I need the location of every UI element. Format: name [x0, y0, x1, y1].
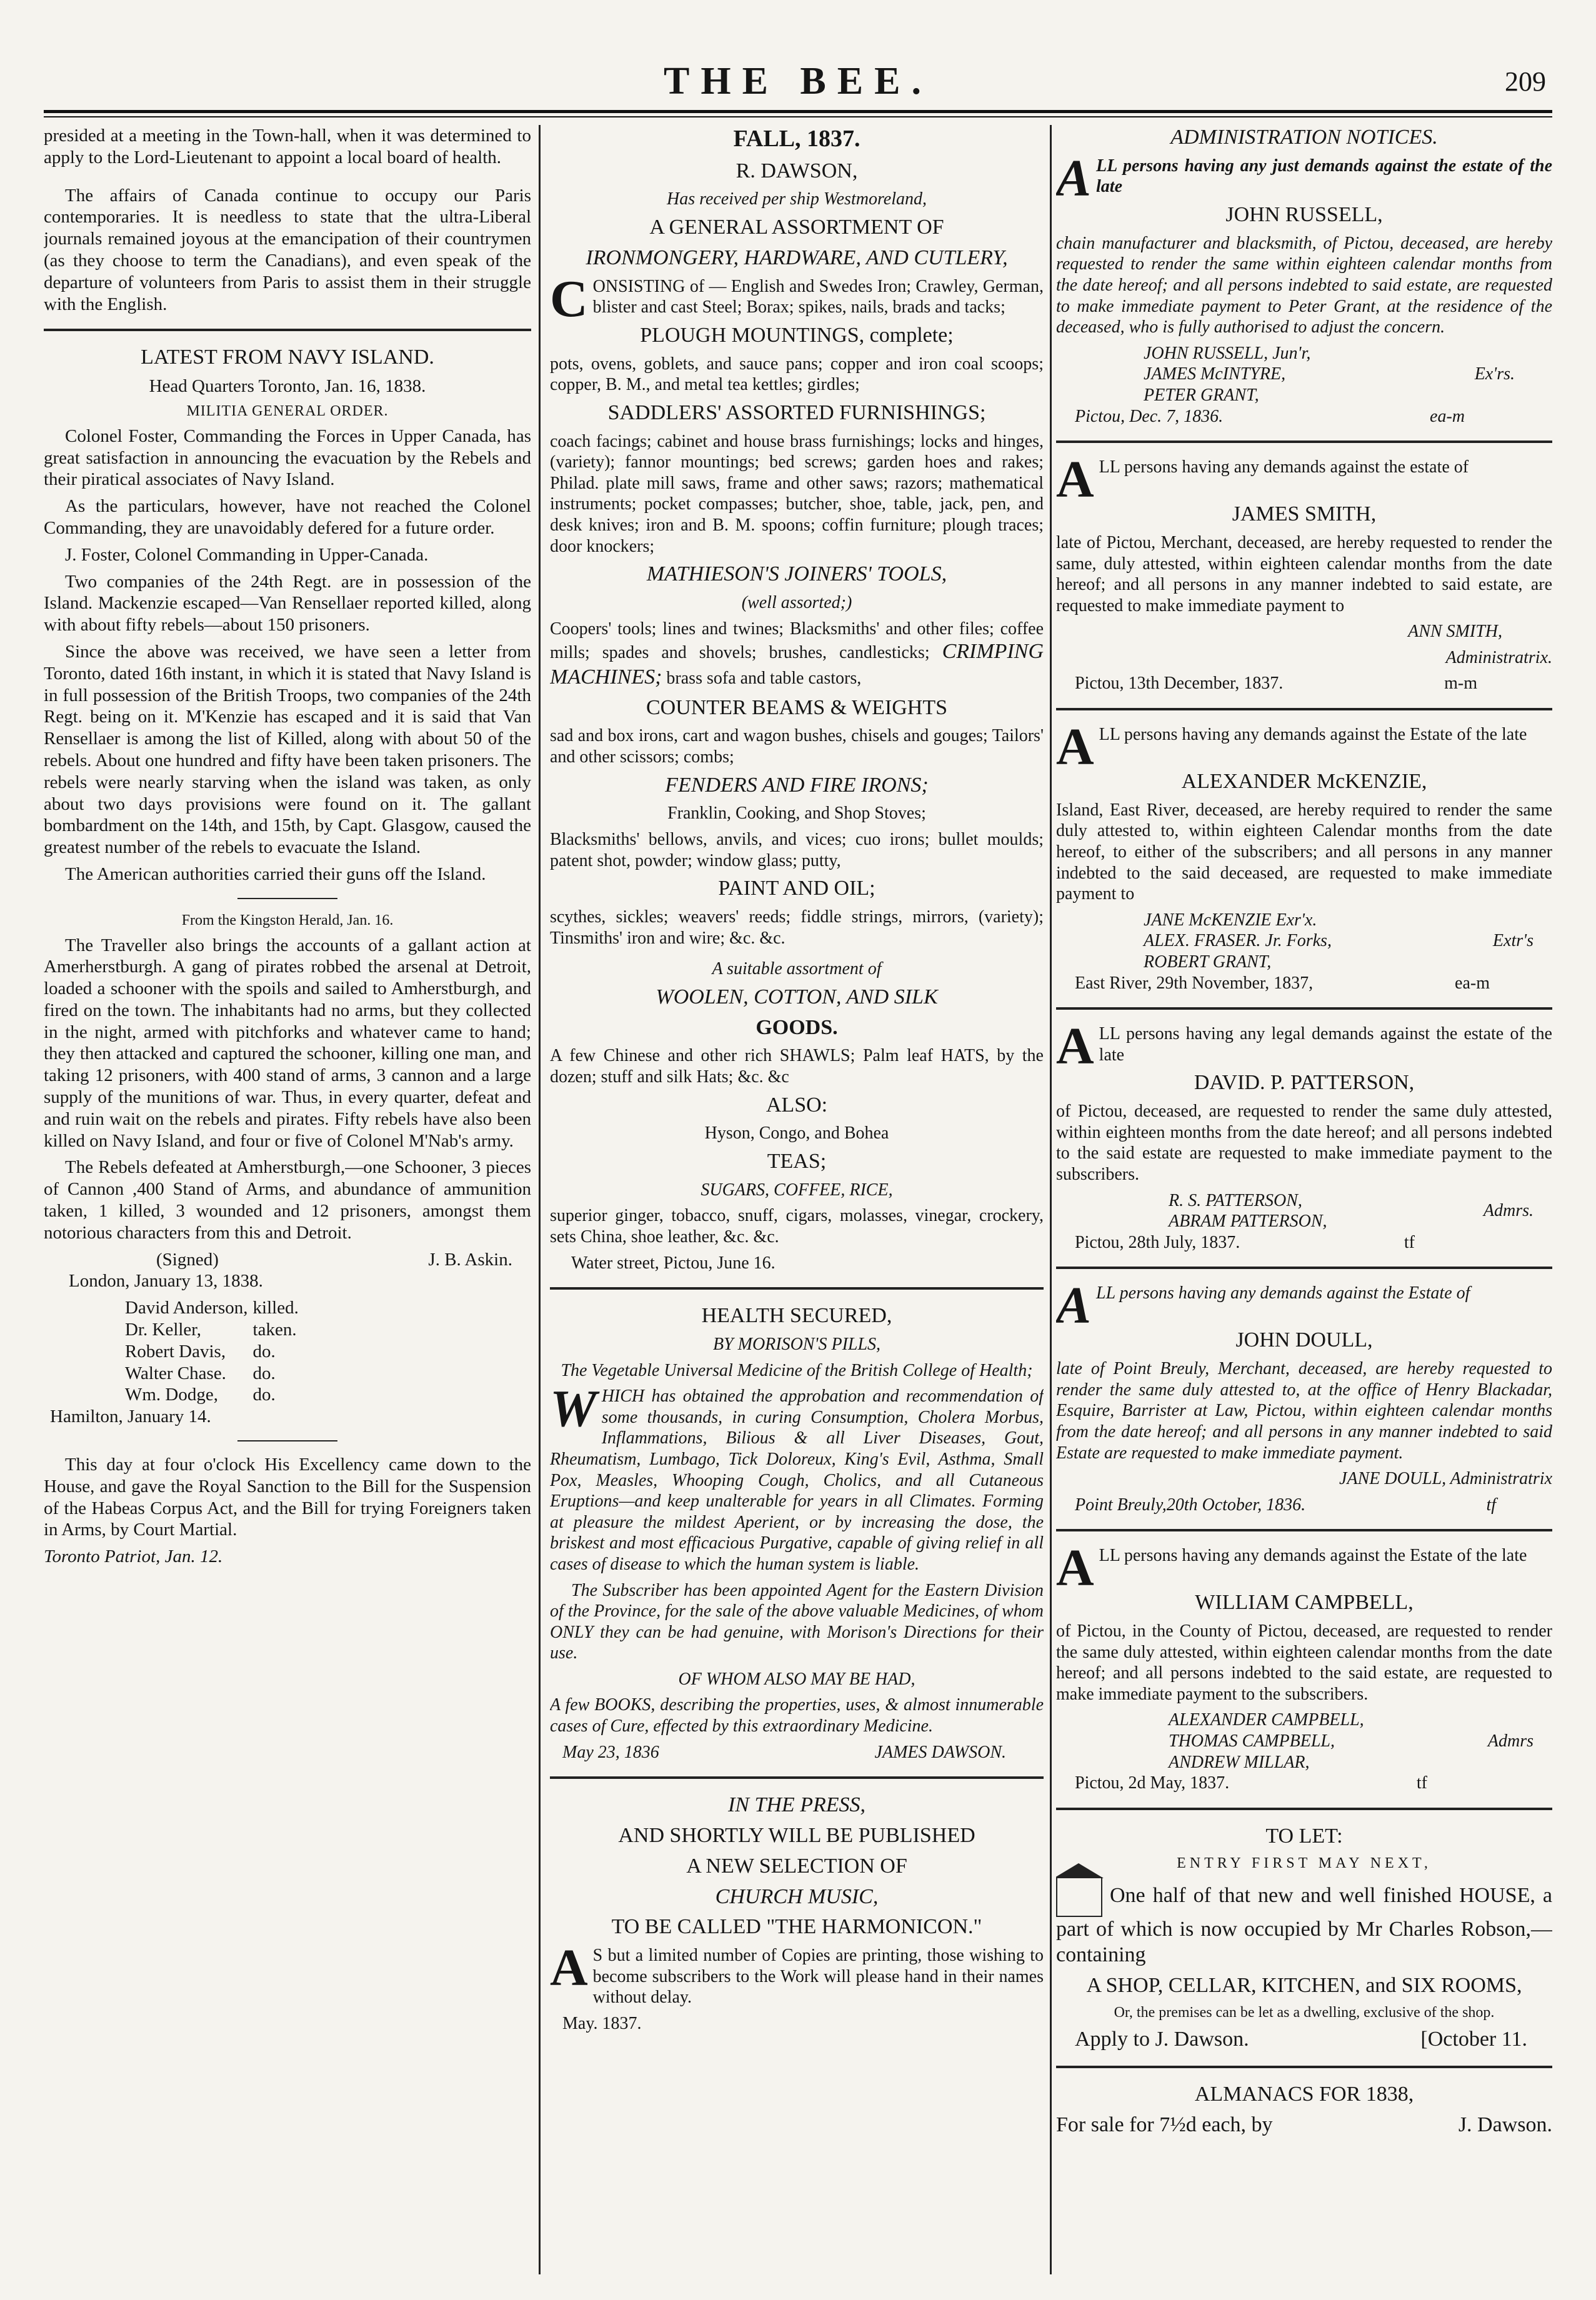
section-divider: [550, 1287, 1044, 1290]
administrator-name: ABRAM PATTERSON,: [1169, 1212, 1327, 1232]
drop-cap: C: [550, 269, 588, 328]
canada-paragraph: The affairs of Canada continue to occupy our Paris contemporaries. It is needless to state that the ultra-Liberal journals remained joyous at the emancipation of their countrymen (as they choose to term the Canadians), and even speak of the departure of volunteers from Paris to assist them in their struggle with the English.: [44, 185, 531, 314]
woolen-heading: WOOLEN, COTTON, AND SILK: [656, 985, 938, 1008]
item-list: sad and box irons, cart and wagon bushes, chisels and gouges; Tailors' and other scissors; combs;: [550, 726, 1044, 767]
notice-code: tf: [1486, 1495, 1496, 1515]
notice-mckenzie: ALL persons having any demands against the Estate of the late ALEXANDER McKENZIE, Island, East River, deceased, are hereby required to render the same duly attested to, within eighteen Calendar months from the date hereof, to either of the subscribers; and all persons in any manner indebted to the said deceased, are requested to make immediate payment to JANE McKENZIE Exr'x. ALEX. FRASER. Jr. Forks, ROBERT GRANT, Extr's East River, 29th November, 1837, ea-m: [1056, 718, 1552, 993]
press-paragraph: A S but a limited number of Copies are printing, those wishing to become subscribers to the Work will please hand in their names without delay.: [550, 1939, 1044, 2008]
executor-role: Extr's: [1492, 931, 1534, 951]
executor-role: Ex'rs.: [1474, 364, 1515, 384]
house-description: One half of that new and well finished HOUSE, a part of which is now occupied by Mr Charles Robson,—containing: [1056, 1877, 1552, 1968]
article-paragraph: Two companies of the 24th Regt. are in possession of the Island. Mackenzie escaped—Van Rensellaer reported killed, along with about fifty rebels—about 150 prisoners.: [44, 571, 531, 635]
merchant-name: R. DAWSON,: [736, 159, 858, 182]
list-item: [125, 1363, 304, 1385]
notice-date: Pictou, 13th December, 1837.: [1075, 674, 1284, 694]
press-date: May. 1837.: [562, 2014, 642, 2034]
casualty-name: Robert Davis,: [125, 1341, 226, 1362]
column-divider-2: [1050, 125, 1052, 2274]
article-paragraph: The American authorities carried their guns off the Island.: [65, 864, 486, 884]
executor-name: PETER GRANT,: [1144, 385, 1259, 405]
article-source: Toronto Patriot, Jan. 12.: [44, 1546, 223, 1567]
ad-signer: JAMES DAWSON.: [874, 1742, 1006, 1762]
notice-russell: ALL persons having any just demands against the estate of the late JOHN RUSSELL, chain manufacturer and blacksmith, of Pictou, deceased, are hereby requested to render the same within eighteen calendar months from the date hereof; and all persons indebted to said estate, are requested to make immediate payment to Peter Grant, at the residence of the deceased, who is fully authorised to adjust the concern. JOHN RUSSELL, Jun'r, JAMES McINTYRE, PETER GRANT, Ex'rs. Pictou, Dec. 7, 1836. ea-m: [1056, 149, 1552, 426]
almanacs-price: For sale for 7½d each, by: [1056, 2113, 1273, 2137]
masthead-title: THE BEE.: [664, 60, 932, 102]
london-date: London, January 13, 1838.: [69, 1271, 263, 1292]
counter-heading: COUNTER BEAMS & WEIGHTS: [646, 695, 947, 719]
almanacs-line: [1056, 2113, 1552, 2138]
dateline: Head Quarters Toronto, Jan. 16, 1838.: [149, 376, 426, 397]
administratrix-name: ANN SMITH,: [1408, 622, 1502, 642]
administrator-name: THOMAS CAMPBELL,: [1169, 1731, 1335, 1751]
casualty-status: do.: [252, 1341, 276, 1362]
notices-headline: ADMINISTRATION NOTICES.: [1170, 126, 1438, 149]
deceased-name: ALEXANDER McKENZIE,: [1181, 770, 1427, 794]
stoves-line: Franklin, Cooking, and Shop Stoves;: [667, 804, 926, 824]
premises-line: Or, the premises can be let as a dwelling, exclusive of the shop.: [1114, 2004, 1495, 2021]
administrator-name: R. S. PATTERSON,: [1169, 1190, 1302, 1210]
article-continued: presided at a meeting in the Town-hall, when it was determined to apply to the Lord-Lieutenant to appoint a local board of health.: [44, 126, 531, 167]
tea-types: Hyson, Congo, and Bohea: [704, 1123, 889, 1143]
notice-code: tf: [1404, 1232, 1415, 1252]
masthead-rule-thin: [44, 116, 1552, 117]
executor-name: JAMES McINTYRE,: [1144, 364, 1286, 384]
ironmongery-heading: IRONMONGERY, HARDWARE, AND CUTLERY,: [586, 246, 1008, 269]
ad-address: Water street, Pictou, June 16.: [571, 1253, 776, 1273]
ad-signature: [550, 1742, 1044, 1763]
which-paragraph: WHICH has obtained the approbation and recommendation of some thousands, in curing Consumption, Cholera Morbus, Inflammations, Bilious & all Liver Diseases, Gout, Rheumatism, Lumbago, Tick Doloreux, King's Evil, Asthma, Small Pox, Measles, Whooping Cough, Cholics, and all Cutaneous Eruptions—and keep unalterable for years in all Climates. Forming at pleasure the mildest Aperient, or by increasing the dose, the briskest and most efficacious Purgative, capable of giving relief in all cases of disease to which the human system is liable.: [550, 1380, 1044, 1574]
article-paragraph: Since the above was received, we have seen a letter from Toronto, dated 16th instant, in which it is stated that Navy Island is in full possession of the British Troops, two companies of the 24th Regt. being on it. M'Kenzie has escaped and it is said that Van Rensellaer is among the list of Killed, along with about 50 of the rebels. About one hundred and fifty have been taken prisoners. The rebels were nearly starving when the island was taken, as only about two days provisions were found on it. The gallant bombardment on the 14th, and 15th, by Capt. Glasgow, caused the greatest number of the rebels to evacuate the Island.: [44, 641, 531, 858]
masthead: [44, 53, 1552, 109]
section-divider: [1056, 441, 1552, 443]
drop-cap: A: [1056, 1539, 1094, 1598]
column-divider-1: [539, 125, 541, 2274]
selection-line: A NEW SELECTION OF: [686, 1854, 907, 1878]
executor-name: JOHN RUSSELL, Jun'r,: [1144, 343, 1311, 363]
rooms-line: A SHOP, CELLAR, KITCHEN, and SIX ROOMS,: [1086, 1974, 1522, 1998]
article-paragraph: As the particulars, however, have not reached the Colonel Commanding, they are unavoidably defered for a future order.: [44, 496, 531, 538]
paint-heading: PAINT AND OIL;: [718, 877, 875, 900]
item-list: superior ginger, tobacco, snuff, cigars, molasses, vinegar, crockery, sets China, shoe leather, &c. &c.: [550, 1206, 1044, 1247]
house-icon: [1056, 1877, 1102, 1917]
list-item: [125, 1297, 304, 1319]
saddlers-heading: SADDLERS' ASSORTED FURNISHINGS;: [607, 401, 986, 424]
short-divider: [237, 898, 337, 899]
order-heading: MILITIA GENERAL ORDER.: [186, 402, 389, 419]
executor-name: JANE McKENZIE Exr'x.: [1144, 910, 1317, 930]
to-let-heading: TO LET:: [1265, 1824, 1343, 1848]
pills-line: BY MORISON'S PILLS,: [712, 1334, 881, 1354]
to-let-ad: [1056, 1824, 1552, 2053]
casualty-list: [125, 1297, 304, 1406]
executor-name: ALEX. FRASER. Jr. Forks,: [1144, 931, 1332, 951]
sugars-heading: SUGARS, COFFEE, RICE,: [701, 1180, 893, 1200]
notice-date: East River, 29th November, 1837,: [1075, 973, 1314, 993]
section-divider: [1056, 1808, 1552, 1810]
navy-island-headline: LATEST FROM NAVY ISLAND.: [141, 346, 434, 369]
list-item: [125, 1319, 304, 1341]
entry-line: ENTRY FIRST MAY NEXT,: [1177, 1854, 1432, 1871]
administrator-name: ALEXANDER CAMPBELL,: [1169, 1710, 1364, 1730]
casualty-status: killed.: [252, 1298, 299, 1318]
fall-headline: FALL, 1837.: [733, 126, 860, 152]
drop-cap: A: [1056, 1277, 1092, 1335]
casualty-name: David Anderson,: [125, 1298, 248, 1318]
teas-heading: TEAS;: [767, 1150, 827, 1173]
page-number: 209: [1505, 66, 1546, 97]
apply-line: Apply to J. Dawson.: [1075, 2027, 1249, 2051]
crimping-heading: CRIMPING MACHINES;: [550, 640, 1044, 689]
signature-line: [44, 1249, 531, 1271]
notice-smith: ALL persons having any demands against the estate of JAMES SMITH, late of Pictou, Merchant, deceased, are hereby requested to render the same, duly attested, within eighteen calendar months from the date hereof; and all persons in any manner indebted to said estate, are requested to make immediate payment to ANN SMITH, Administratrix. Pictou, 13th December, 1837. m-m: [1056, 451, 1552, 694]
section-divider: [1056, 2066, 1552, 2068]
suitable-line: A suitable assortment of: [712, 959, 882, 979]
administratrix-role: Administratrix.: [1445, 647, 1552, 667]
deceased-name: WILLIAM CAMPBELL,: [1195, 1591, 1414, 1615]
column-3: [1056, 125, 1552, 2274]
casualty-name: Wm. Dodge,: [125, 1385, 218, 1405]
medicine-line: The Vegetable Universal Medicine of the British College of Health;: [561, 1360, 1033, 1380]
casualty-status: taken.: [252, 1320, 297, 1340]
deceased-name: JOHN RUSSELL,: [1225, 202, 1383, 226]
notice-body: of Pictou, in the County of Pictou, deceased, are requested to render the same duly attested, within eighteen calendar months from the date hereof; and all persons indebted to the said estate, are requested to make immediate payment to the subscribers.: [1056, 1621, 1552, 1704]
publish-line: AND SHORTLY WILL BE PUBLISHED: [618, 1824, 975, 1848]
church-music-line: CHURCH MUSIC,: [715, 1884, 879, 1908]
casualty-name: Dr. Keller,: [125, 1320, 202, 1340]
to-let-date: [October 11.: [1420, 2027, 1527, 2051]
notice-body: Island, East River, deceased, are hereby required to render the same duly attested to, within eighteen Calendar months from the date hereof, to either of the subscribers; and all persons in any manner indebted to the said deceased, are requested to make immediate payment to: [1056, 800, 1552, 904]
article-paragraph: Colonel Foster, Commanding the Forces in Upper Canada, has great satisfaction in announcing the evacuation by the Rebels and their piratical associates of Navy Island.: [44, 426, 531, 490]
hamilton-date: Hamilton, January 14.: [50, 1406, 211, 1427]
section-divider: [550, 1776, 1044, 1779]
notice-code: tf: [1416, 1773, 1427, 1793]
signed-label: (Signed): [156, 1249, 219, 1270]
notice-body: chain manufacturer and blacksmith, of Pictou, deceased, are hereby requested to render the same within eighteen calendar months from the date hereof; and all persons indebted to said estate, are requested to make immediate payment to Peter Grant, at the residence of the deceased, who is fully authorised to adjust the concern.: [1056, 233, 1552, 337]
notice-code: ea-m: [1455, 973, 1490, 993]
assortment-line: A GENERAL ASSORTMENT OF: [649, 215, 944, 239]
well-assorted: (well assorted;): [741, 592, 852, 612]
section-divider: [1056, 708, 1552, 710]
casualty-status: do.: [252, 1363, 276, 1383]
notice-campbell: ALL persons having any demands against the Estate of the late WILLIAM CAMPBELL, of Pictou, in the County of Pictou, deceased, are requested to render the same duly attested, within eighteen calendar months from the date hereof; and all persons indebted to the said estate, are requested to make immediate payment to the subscribers. ALEXANDER CAMPBELL, THOMAS CAMPBELL, ANDREW MILLAR, Admrs Pictou, 2d May, 1837. tf: [1056, 1539, 1552, 1793]
item-list: Coopers' tools; lines and twines; Blacksmiths' and other files; coffee mills; spades and shovels; brushes, candlesticks; CRIMPING MACHINES; brass sofa and table castors,: [550, 619, 1044, 689]
item-list: Blacksmiths' bellows, anvils, and vices; cuo irons; bullet moulds; patent shot, powder; window glass; putty,: [550, 830, 1044, 870]
received-line: Has received per ship Westmoreland,: [666, 189, 927, 209]
press-headline: IN THE PRESS,: [727, 1793, 866, 1817]
health-headline: HEALTH SECURED,: [701, 1304, 892, 1328]
also-had-heading: OF WHOM ALSO MAY BE HAD,: [678, 1669, 915, 1689]
notice-date: Pictou, 2d May, 1837.: [1075, 1773, 1230, 1793]
article-paragraph: The Rebels defeated at Amherstburgh,—one Schooner, 3 pieces of Cannon ,400 Stand of Arms, and abundance of ammunition taken, 1 killed, 3 wounded and 12 prisoners, amongst them notorious characters from this and Detroit.: [44, 1157, 531, 1243]
drop-cap: A: [1056, 718, 1094, 777]
deceased-name: JAMES SMITH,: [1232, 502, 1377, 526]
goods-heading: GOODS.: [756, 1015, 838, 1039]
section-divider: [1056, 1267, 1552, 1269]
article-paragraph: The Traveller also brings the accounts of a gallant action at Amerherstburgh. A gang of pirates robbed the arsenal at Detroit, loaded a schooner with the spoils and sailed to Amherstburgh, and fired on the town. The inhabitants had no arms, but they collected in the night, armed with pitchforks and whatever came to hand; they then attacked and captured the schooner, killing one man, and taking 12 prisoners, with 400 stand of arms, 3 cannon and a large supply of the munitions of war. Thus, in every quarter, defeat and and ruin wait on the rebels and pirates. Fifty rebels have also been killed on Navy Island, and four or five of Colonel M'Nab's army.: [44, 935, 531, 1151]
section-divider: [1056, 1529, 1552, 1531]
joiners-heading: MATHIESON'S JOINERS' TOOLS,: [646, 562, 947, 586]
drop-cap: A: [550, 1939, 588, 1998]
section-divider: [44, 329, 531, 331]
notice-patterson: ALL persons having any legal demands against the estate of the late DAVID. P. PATTERSON, of Pictou, deceased, are requested to render the same duly attested, within eighteen months from the date hereof; and all persons indebted to the said estate are requested to make immediate payment to the subscribers. R. S. PATTERSON, ABRAM PATTERSON, Admrs. Pictou, 28th July, 1837. tf: [1056, 1017, 1552, 1252]
article-paragraph: This day at four o'clock His Excellency came down to the House, and gave the Royal Sanction to the Bill for the Suspension of the Habeas Corpus Act, and the Bill for trying Foreigners taken in Arms, by Court Martial.: [44, 1455, 531, 1540]
source-line: From the Kingston Herald, Jan. 16.: [181, 912, 394, 928]
notice-body: late of Pictou, Merchant, deceased, are hereby requested to render the same, duly attested, within eighteen calendar months from the date hereof; and all persons in any manner indebted to said estate, are requested to make immediate payment to: [1056, 532, 1552, 615]
books-paragraph: A few BOOKS, describing the properties, uses, & almost innumerable cases of Cure, effected by this extraordinary Medicine.: [550, 1695, 1044, 1736]
signer-name: J. B. Askin.: [428, 1249, 512, 1270]
drop-cap: A: [1056, 1017, 1094, 1076]
executor-name: ROBERT GRANT,: [1144, 952, 1272, 972]
almanacs-seller: J. Dawson.: [1458, 2113, 1552, 2137]
column-2: [550, 125, 1044, 2274]
section-divider: [1056, 1007, 1552, 1010]
deceased-name: DAVID. P. PATTERSON,: [1194, 1071, 1415, 1095]
item-list: coach facings; cabinet and house brass furnishings; locks and hinges, (variety); fannor mountings; bed screws; garden hoes and rakes; Philad. plate mill saws, frame and other saws; razors; mathematical instruments; pocket compasses; butcher, shoe, table, jack, pen, and desk knives; iron and B. M. spoons; coffin furniture; plough traces; door knockers;: [550, 431, 1044, 556]
agent-paragraph: The Subscriber has been appointed Agent for the Eastern Division of the Province, for the sale of the above valuable Medicines, of whom ONLY they can be had genuine, with Morison's Directions for their use.: [550, 1580, 1044, 1663]
administrator-role: Admrs.: [1483, 1201, 1534, 1221]
plough-heading: PLOUGH MOUNTINGS, complete;: [640, 323, 954, 347]
consisting-paragraph: CONSISTING of — English and Swedes Iron; Crawley, German, blister and cast Steel; Borax; spikes, nails, brads and tacks;: [550, 269, 1044, 328]
harmonicon-line: TO BE CALLED "THE HARMONICON.": [611, 1915, 982, 1939]
ad-date: May 23, 1836: [562, 1742, 659, 1762]
notice-date: Point Breuly,20th October, 1836.: [1075, 1495, 1306, 1515]
item-list: pots, ovens, goblets, and sauce pans; copper and iron coal scoops; copper, B. M., and metal tea kettles; girdles;: [550, 354, 1044, 395]
fenders-heading: FENDERS AND FIRE IRONS;: [665, 773, 929, 797]
list-item: [125, 1384, 304, 1406]
masthead-rule-thick: [44, 110, 1552, 113]
notice-date: Pictou, Dec. 7, 1836.: [1075, 406, 1224, 426]
notice-code: ea-m: [1430, 406, 1465, 426]
almanacs-heading: ALMANACS FOR 1838,: [1194, 2083, 1414, 2106]
notice-date: Pictou, 28th July, 1837.: [1075, 1232, 1240, 1252]
notice-body: of Pictou, deceased, are requested to render the same duly attested, within eighteen months from the date hereof; and all persons indebted to the said estate are requested to make immediate payment to the subscribers.: [1056, 1102, 1552, 1184]
casualty-name: Walter Chase.: [125, 1363, 226, 1383]
administratrix-name: JANE DOULL, Administratrix: [1339, 1469, 1552, 1489]
drop-cap: A: [1056, 451, 1094, 509]
also-heading: ALSO:: [766, 1093, 828, 1117]
article-paragraph: J. Foster, Colonel Commanding in Upper-Canada.: [65, 544, 429, 565]
list-item: [125, 1341, 304, 1363]
notice-code: m-m: [1444, 674, 1477, 694]
drop-cap: W: [550, 1380, 597, 1438]
casualty-status: do.: [252, 1385, 276, 1405]
item-list: A few Chinese and other rich SHAWLS; Palm leaf HATS, by the dozen; stuff and silk Hats; &c. &c: [550, 1046, 1044, 1087]
drop-cap: A: [1056, 149, 1092, 207]
short-divider: [237, 1440, 337, 1441]
administrator-role: Admrs: [1487, 1731, 1534, 1751]
notice-doull: ALL persons having any demands against the Estate of JOHN DOULL, late of Point Breuly, Merchant, deceased, are hereby requested to render the same duly attested to, at the office of Henry Blackadar, Esquire, Barrister at Law, Pictou, within eighteen calendar months from the date hereof; and all persons in any manner indebted to said Estate are requested to make immediate payment. JANE DOULL, Administratrix Point Breuly,20th October, 1836. tf: [1056, 1277, 1552, 1515]
column-1: [44, 125, 531, 2274]
notice-body: late of Point Breuly, Merchant, deceased, are hereby requested to render the same duly attested to, at the office of Henry Blackadar, Esquire, Barrister at Law, Pictou, within eighteen calendar months from the date hereof; and all persons in any manner indebted to said Estate are requested to make immediate payment.: [1056, 1359, 1552, 1463]
administrator-name: ANDREW MILLAR,: [1169, 1752, 1310, 1772]
deceased-name: JOHN DOULL,: [1235, 1328, 1373, 1352]
item-list: scythes, sickles; weavers' reeds; fiddle strings, mirrors, (variety); Tinsmiths' iron and wire; &c. &c.: [550, 907, 1044, 948]
